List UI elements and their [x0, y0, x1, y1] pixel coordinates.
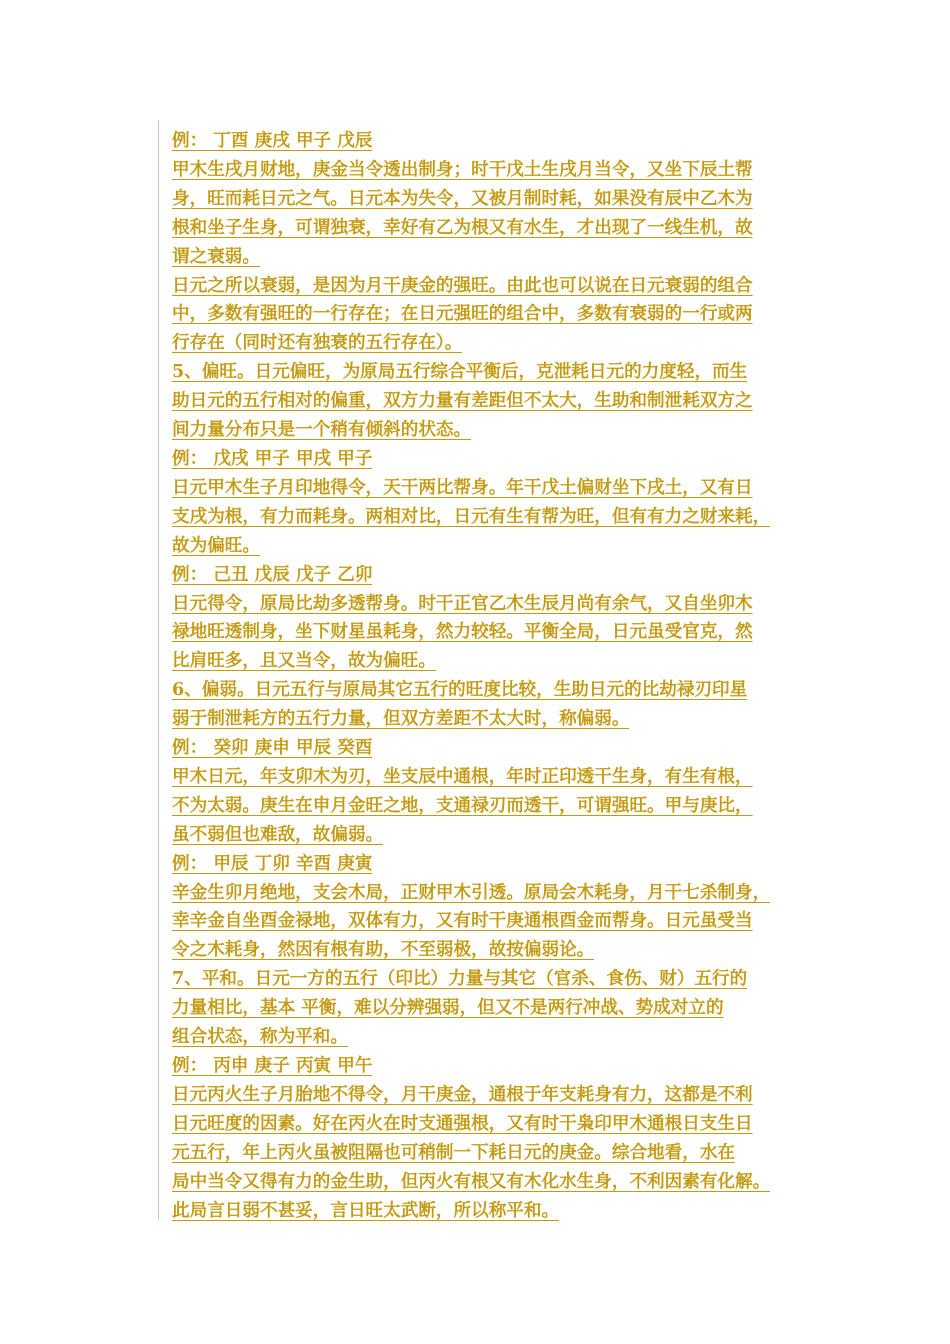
text-line: 虽不弱但也难敌，故偏弱。: [172, 823, 384, 845]
text-line: 日元甲木生子月印地得令，天干两比帮身。年干戊土偏财坐下戌土，又有日: [172, 476, 753, 498]
text-line: 身，旺而耗日元之气。日元本为失令，又被月制时耗，如果没有辰中乙木为: [172, 187, 753, 209]
text-line: 例： 甲辰 丁卯 辛酉 庚寅: [172, 852, 373, 874]
text-line: 例： 丁酉 庚戌 甲子 戊辰: [172, 130, 373, 151]
text-line: 例： 癸卯 庚申 甲辰 癸酉: [172, 737, 373, 759]
text-line: 甲木生戌月财地，庚金当令透出制身；时干戊土生戌月当令，又坐下辰土帮: [172, 158, 753, 180]
document-body: [172, 127, 832, 1225]
text-line: 日元丙火生子月胎地不得令，月干庚金，通根于年支耗身有力，这都是不利: [172, 1083, 753, 1105]
text-line: 例： 己丑 戊辰 戊子 乙卯: [172, 563, 373, 585]
text-line: 比肩旺多，且又当令，故为偏旺。: [172, 650, 436, 672]
text-line: 行存在（同时还有独衰的五行存在）。: [172, 332, 463, 354]
text-line: 局中当令又得有力的金生助，但丙火有根又有木化水生身，不利因素有化解。: [172, 1170, 771, 1192]
text-line: 幸辛金自坐酉金禄地，双体有力，又有时干庚通根酉金而帮身。日元虽受当: [172, 910, 753, 932]
text-line: 甲木日元，年支卯木为刃，坐支辰中通根，年时正印透干生身，有生有根，: [172, 765, 753, 787]
text-line: 谓之衰弱。: [172, 245, 260, 267]
text-line: 间力量分布只是一个稍有倾斜的状态。: [172, 419, 472, 441]
text-line: 元五行，年上丙火虽被阻隔也可稍制一下耗日元的庚金。综合地看，水在: [172, 1141, 736, 1163]
text-line: 例： 丙申 庚子 丙寅 甲午: [172, 1055, 373, 1076]
text-line: 6、偏弱。日元五行与原局其它五行的旺度比较，生助日元的比劫禄刃印星: [172, 679, 748, 701]
text-line: 弱于制泄耗方的五行力量，但双方差距不太大时，称偏弱。: [172, 708, 630, 730]
text-line: 例： 戊戌 甲子 甲戌 甲子: [172, 447, 373, 469]
left-margin-rule: [158, 120, 159, 1220]
text-line: 中，多数有强旺的一行存在；在日元强旺的组合中，多数有衰弱的一行或两: [172, 303, 753, 325]
text-line: 不为太弱。庚生在申月金旺之地，支通禄刃而透干，可谓强旺。甲与庚比，: [172, 794, 753, 816]
text-line: 日元得令，原局比劫多透帮身。时干正官乙木生辰月尚有余气，又自坐卯木: [172, 592, 753, 614]
text-line: 7、平和。日元一方的五行（印比）力量与其它（官杀、食伤、财）五行的: [172, 968, 748, 990]
text-line: 此局言日弱不甚妥，言日旺太武断，所以称平和。: [172, 1199, 560, 1221]
text-line: 辛金生卯月绝地，支会木局，正财甲木引透。原局会木耗身，月干七杀制身，: [172, 881, 771, 903]
text-line: 禄地旺透制身，坐下财星虽耗身，然力较轻。平衡全局，日元虽受官克，然: [172, 621, 753, 643]
text-line: 根和坐子生身，可谓独衰，幸好有乙为根又有水生，才出现了一线生机，故: [172, 216, 753, 238]
text-line: 故为偏旺。: [172, 534, 260, 556]
text-line: 令之木耗身，然因有根有助，不至弱极，故按偏弱论。: [172, 939, 595, 961]
text-line: 日元之所以衰弱，是因为月干庚金的强旺。由此也可以说在日元衰弱的组合: [172, 274, 753, 296]
text-line: 5、偏旺。日元偏旺，为原局五行综合平衡后，克泄耗日元的力度轻，而生: [172, 361, 748, 383]
text-line: 日元旺度的因素。好在丙火在时支通强根，又有时干枭印甲木通根日支生日: [172, 1112, 753, 1134]
text-line: 力量相比，基本 平衡，难以分辨强弱，但又不是两行冲战、势成对立的: [172, 997, 724, 1019]
text-line: 支戌为根，有力而耗身。两相对比，日元有生有帮为旺，但有有力之财来耗，: [172, 505, 771, 527]
text-line: 组合状态，称为平和。: [172, 1026, 348, 1048]
text-line: 助日元的五行相对的偏重，双方力量有差距但不太大，生助和制泄耗双方之: [172, 390, 753, 412]
